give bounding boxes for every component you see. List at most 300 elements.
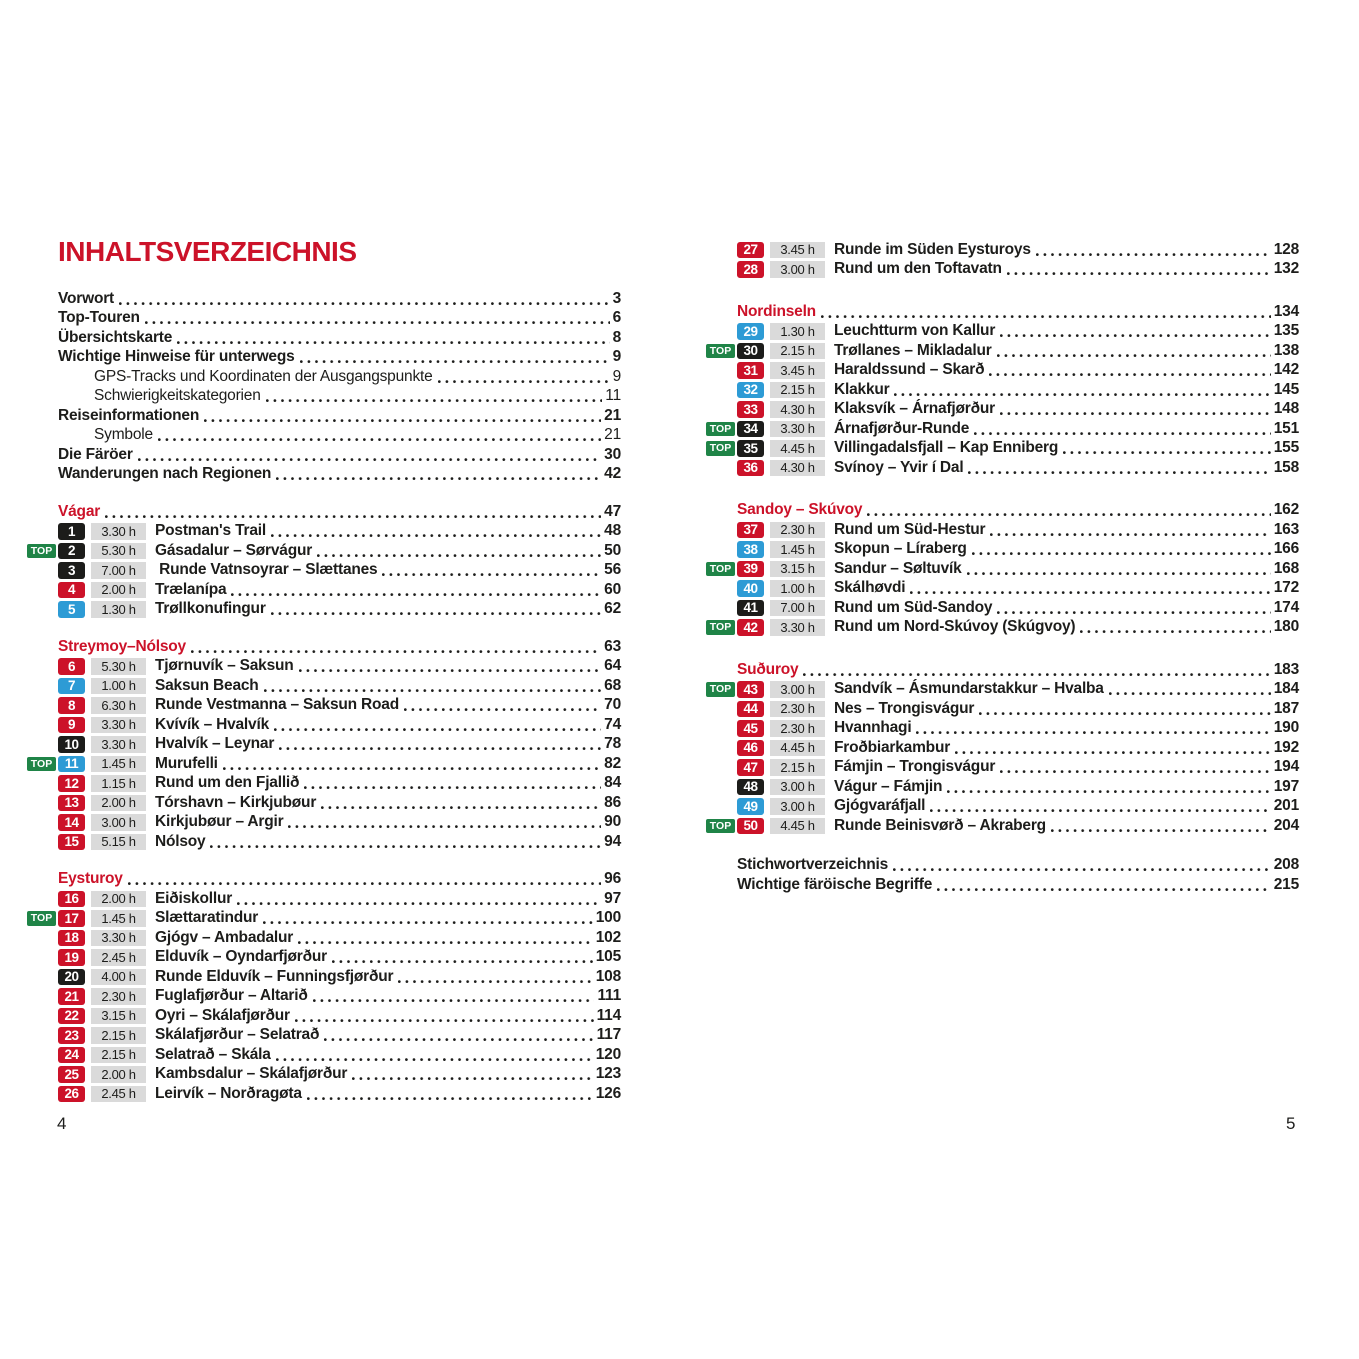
tour-number-badge: 1 — [58, 523, 85, 540]
right-page-sections — [709, 302, 1299, 836]
dot-leader — [910, 590, 1270, 595]
dot-leader — [438, 379, 610, 384]
right-page-column — [709, 240, 1299, 895]
tour-duration: 3.15 h — [770, 561, 825, 578]
tour-number-badge: 46 — [737, 740, 764, 757]
tour-number-badge: 43 — [737, 681, 764, 698]
tour-title: Saksun Beach — [155, 676, 259, 694]
toc-entry-label: Vorwort — [58, 289, 115, 307]
tour-title: Runde Vestmanna – Saksun Road — [155, 696, 399, 714]
tour-number-badge: 41 — [737, 600, 764, 617]
front-matter-list — [58, 289, 621, 484]
tour-title: Kambsdalur – Skálafjørður — [155, 1065, 348, 1083]
tour-duration: 2.30 h — [770, 720, 825, 737]
tour-row — [58, 793, 621, 813]
page-ref: 48 — [604, 522, 621, 540]
tour-title: Rund um Nord-Skúvoy (Skúgvoy) — [834, 618, 1076, 636]
dot-leader — [1109, 691, 1271, 696]
tour-duration: 1.45 h — [91, 756, 146, 773]
dot-leader — [930, 808, 1270, 813]
page-ref: 63 — [604, 637, 621, 655]
tour-row — [737, 598, 1299, 618]
page-ref: 204 — [1273, 816, 1299, 834]
page-ref: 30 — [604, 445, 621, 463]
page-ref: 208 — [1273, 856, 1299, 874]
dot-leader — [997, 353, 1271, 358]
tour-title: Elduvík – Oyndarfjørður — [155, 948, 327, 966]
tour-row — [58, 948, 621, 968]
tour-number-badge: 26 — [58, 1086, 85, 1103]
tour-duration: 4.45 h — [770, 740, 825, 757]
dot-leader — [821, 314, 1271, 319]
dot-leader — [237, 901, 601, 906]
left-page-sections — [30, 502, 621, 1104]
tour-row — [709, 439, 1299, 459]
tour-row — [58, 696, 621, 716]
tour-row — [737, 458, 1299, 478]
page-ref: 151 — [1273, 419, 1299, 437]
dot-leader — [803, 672, 1270, 677]
tour-number-badge: 48 — [737, 779, 764, 796]
dot-leader — [332, 959, 593, 964]
tour-duration: 5.30 h — [91, 543, 146, 560]
tour-row — [58, 715, 621, 735]
tour-title: Leuchtturm von Kallur — [834, 322, 996, 340]
tour-row — [58, 1065, 621, 1085]
tour-duration: 2.00 h — [91, 1066, 146, 1083]
tour-title: Kvívík – Hvalvík — [155, 715, 269, 733]
tour-title: Fámjin – Trongisvágur — [834, 758, 996, 776]
tour-title: Tórshavn – Kirkjubøur — [155, 793, 317, 811]
dot-leader — [223, 766, 601, 771]
toc-entry-row — [58, 348, 621, 368]
page-ref: 135 — [1273, 322, 1299, 340]
tour-title: Tjørnuvík – Saksun — [155, 657, 294, 675]
dot-leader — [119, 301, 610, 306]
tour-row — [709, 419, 1299, 439]
tour-title: Eiðiskollur — [155, 889, 233, 907]
tour-duration: 2.15 h — [770, 382, 825, 399]
toc-entry-label: Stichwortverzeichnis — [737, 856, 889, 874]
tour-row — [58, 1084, 621, 1104]
tour-duration: 2.30 h — [770, 701, 825, 718]
dot-leader — [313, 998, 595, 1003]
page-ref: 78 — [604, 735, 621, 753]
toc-entry-label: Die Färöer — [58, 445, 133, 463]
tour-duration: 2.15 h — [91, 1027, 146, 1044]
page-ref: 60 — [604, 580, 621, 598]
page-ref: 100 — [595, 909, 621, 927]
tour-duration: 7.00 h — [91, 562, 146, 579]
dot-leader — [947, 789, 1270, 794]
tour-number-badge: 6 — [58, 658, 85, 675]
tour-number-badge: 27 — [737, 242, 764, 259]
tour-duration: 3.00 h — [91, 814, 146, 831]
tour-row — [709, 618, 1299, 638]
tour-number-badge: 25 — [58, 1066, 85, 1083]
toc-entry-row — [737, 856, 1299, 876]
page-ref: 155 — [1273, 439, 1299, 457]
dot-leader — [937, 887, 1271, 892]
toc-entry-row — [58, 426, 621, 446]
tour-row — [58, 987, 621, 1007]
page-ref: 42 — [604, 465, 621, 483]
top-badge: TOP — [27, 544, 56, 559]
tour-duration: 3.30 h — [770, 421, 825, 438]
tour-number-badge: 33 — [737, 401, 764, 418]
page-ref: 132 — [1273, 260, 1299, 278]
folio-page-number-left: 4 — [57, 1114, 67, 1133]
tour-duration: 2.00 h — [91, 795, 146, 812]
tour-number-badge: 30 — [737, 343, 764, 360]
dot-leader — [1036, 252, 1271, 257]
page-ref: 174 — [1273, 598, 1299, 616]
top-badge: TOP — [706, 819, 735, 834]
toc-entry-row — [58, 367, 621, 387]
tour-row — [30, 754, 621, 774]
dot-leader — [204, 418, 601, 423]
tour-number-badge: 16 — [58, 891, 85, 908]
dot-leader — [382, 572, 601, 577]
tour-row — [737, 322, 1299, 342]
tour-title: Murufelli — [155, 754, 218, 772]
page-ref: 96 — [604, 870, 621, 888]
tour-title: Leirvík – Norðragøta — [155, 1084, 302, 1102]
page-ref: 9 — [612, 367, 621, 385]
tour-duration: 3.45 h — [770, 362, 825, 379]
dot-leader — [997, 610, 1270, 615]
top-badge: TOP — [27, 911, 56, 926]
tour-title: Runde Vatnsoyrar – Slættanes — [155, 561, 378, 579]
tour-number-badge: 32 — [737, 382, 764, 399]
page-ref: 194 — [1273, 758, 1299, 776]
toc-entry-row — [58, 445, 621, 465]
tour-row — [737, 520, 1299, 540]
tour-number-badge: 20 — [58, 969, 85, 986]
toc-entry-label: Wichtige färöische Begriffe — [737, 875, 933, 893]
page-ref: 192 — [1273, 738, 1299, 756]
dot-leader — [276, 1057, 593, 1062]
tour-row — [58, 522, 621, 542]
tour-row — [58, 580, 621, 600]
tour-number-badge: 45 — [737, 720, 764, 737]
tour-title: Árnafjørður-Runde — [834, 419, 970, 437]
tour-title: Nes – Trongisvágur — [834, 699, 975, 717]
region-section — [709, 660, 1299, 836]
tour-duration: 3.30 h — [91, 717, 146, 734]
dot-leader — [299, 668, 602, 673]
top-badge: TOP — [706, 344, 735, 359]
region-heading-row — [737, 302, 1299, 322]
region-section — [30, 637, 621, 852]
tour-number-badge: 37 — [737, 522, 764, 539]
tour-row — [58, 813, 621, 833]
tour-title: Rund um Süd-Hestur — [834, 520, 986, 538]
page-ref: 172 — [1273, 579, 1299, 597]
tour-title: Rund um den Fjallið — [155, 774, 300, 792]
tour-row — [58, 967, 621, 987]
tour-number-badge: 38 — [737, 541, 764, 558]
tour-title: Oyri – Skálafjørður — [155, 1006, 290, 1024]
tour-duration: 5.15 h — [91, 834, 146, 851]
tour-row — [737, 719, 1299, 739]
dot-leader — [307, 1096, 593, 1101]
top-badge: TOP — [706, 441, 735, 456]
tour-row — [58, 774, 621, 794]
page-ref: 138 — [1273, 341, 1299, 359]
page-ref: 102 — [595, 928, 621, 946]
tour-duration: 1.45 h — [770, 541, 825, 558]
back-matter-list — [737, 856, 1299, 895]
tour-row — [737, 361, 1299, 381]
page-ref: 114 — [596, 1006, 621, 1024]
tour-duration: 3.30 h — [91, 736, 146, 753]
tour-title: Sandur – Søltuvík — [834, 559, 962, 577]
page-ref: 190 — [1273, 719, 1299, 737]
dot-leader — [404, 707, 601, 712]
dot-leader — [210, 844, 601, 849]
page-ref: 68 — [604, 676, 621, 694]
page-ref: 134 — [1273, 302, 1299, 320]
tour-duration: 3.00 h — [770, 681, 825, 698]
dot-leader — [979, 711, 1270, 716]
top-badge: TOP — [706, 562, 735, 577]
toc-entry-label: Wichtige Hinweise für unterwegs — [58, 348, 295, 366]
tour-duration: 4.45 h — [770, 440, 825, 457]
dot-leader — [304, 785, 601, 790]
page-ref: 117 — [596, 1026, 621, 1044]
dot-leader — [231, 592, 601, 597]
tour-row — [737, 797, 1299, 817]
tour-duration: 4.30 h — [770, 401, 825, 418]
dot-leader — [1000, 333, 1271, 338]
dot-leader — [894, 392, 1270, 397]
tour-title: Svínoy – Yvir í Dal — [834, 458, 964, 476]
tour-row — [737, 758, 1299, 778]
page-ref: 47 — [604, 502, 621, 520]
region-heading-row — [737, 660, 1299, 680]
page-ref: 197 — [1273, 777, 1299, 795]
tour-row — [737, 380, 1299, 400]
tour-number-badge: 21 — [58, 988, 85, 1005]
tour-duration: 1.30 h — [91, 601, 146, 618]
dot-leader — [990, 532, 1270, 537]
page-ref: 163 — [1273, 520, 1299, 538]
dot-leader — [989, 372, 1270, 377]
dot-leader — [105, 514, 601, 519]
dot-leader — [300, 359, 610, 364]
tour-number-badge: 18 — [58, 930, 85, 947]
folio-page-number-right: 5 — [1286, 1114, 1296, 1133]
tour-number-badge: 10 — [58, 736, 85, 753]
tour-row — [737, 540, 1299, 560]
region-heading-row — [58, 870, 621, 890]
page-ref: 180 — [1273, 618, 1299, 636]
tour-title: Skálafjørður – Selatrað — [155, 1026, 320, 1044]
tour-number-badge: 19 — [58, 949, 85, 966]
tour-number-badge: 28 — [737, 261, 764, 278]
tour-number-badge: 50 — [737, 818, 764, 835]
dot-leader — [276, 476, 601, 481]
tour-duration: 2.15 h — [770, 759, 825, 776]
tour-duration: 3.45 h — [770, 242, 825, 259]
page-ref: 8 — [612, 328, 621, 346]
page-ref: 126 — [595, 1084, 621, 1102]
page-ref: 183 — [1273, 660, 1299, 678]
tour-duration: 3.15 h — [91, 1008, 146, 1025]
tour-title: Selatrað – Skála — [155, 1045, 271, 1063]
region-section — [709, 302, 1299, 478]
page-ref: 11 — [605, 387, 621, 405]
top-badge: TOP — [27, 757, 56, 772]
page-ref: 158 — [1273, 458, 1299, 476]
dot-leader — [893, 867, 1271, 872]
tour-row — [58, 928, 621, 948]
tour-duration: 4.30 h — [770, 460, 825, 477]
page-ref: 90 — [604, 813, 621, 831]
tour-number-badge: 36 — [737, 460, 764, 477]
tour-number-badge: 15 — [58, 834, 85, 851]
tour-duration: 7.00 h — [770, 600, 825, 617]
page-ref: 142 — [1273, 361, 1299, 379]
dot-leader — [1000, 769, 1271, 774]
dot-leader — [298, 940, 593, 945]
page-ref: 6 — [612, 309, 621, 327]
toc-entry-row — [737, 875, 1299, 895]
tour-number-badge: 13 — [58, 795, 85, 812]
tour-title: Rund um den Toftavatn — [834, 260, 1002, 278]
tour-number-badge: 11 — [58, 756, 85, 773]
page-title: INHALTSVERZEICHNIS — [58, 236, 357, 267]
tour-number-badge: 14 — [58, 814, 85, 831]
dot-leader — [263, 920, 593, 925]
page-ref: 94 — [604, 832, 621, 850]
region-name: Sandoy – Skúvoy — [737, 501, 863, 519]
tour-number-badge: 7 — [58, 678, 85, 695]
page-ref: 21 — [604, 406, 621, 424]
toc-entry-row — [58, 289, 621, 309]
tour-row — [737, 260, 1299, 280]
page-ref: 21 — [604, 426, 621, 444]
dot-leader — [271, 611, 602, 616]
page-ref: 168 — [1273, 559, 1299, 577]
tour-title: Haraldssund – Skarð — [834, 361, 985, 379]
tour-duration: 3.30 h — [91, 930, 146, 947]
dot-leader — [955, 750, 1271, 755]
tour-row — [58, 561, 621, 581]
toc-entry-label: Übersichtskarte — [58, 328, 173, 346]
page-ref: 120 — [595, 1045, 621, 1063]
dot-leader — [1051, 828, 1271, 833]
tour-title: Nólsoy — [155, 832, 206, 850]
page-ref: 162 — [1273, 501, 1299, 519]
toc-entry-row — [58, 309, 621, 329]
toc-entry-label: Reiseinformationen — [58, 406, 200, 424]
tour-row — [709, 341, 1299, 361]
tour-number-badge: 44 — [737, 701, 764, 718]
tour-duration: 1.00 h — [770, 580, 825, 597]
region-name: Suðuroy — [737, 660, 799, 678]
dot-leader — [867, 512, 1270, 517]
dot-leader — [145, 320, 610, 325]
tour-duration: 1.15 h — [91, 775, 146, 792]
tour-row — [737, 240, 1299, 260]
tour-duration: 2.15 h — [91, 1047, 146, 1064]
tour-title: Trælanípa — [155, 580, 227, 598]
region-heading-row — [58, 637, 621, 657]
page-ref: 201 — [1273, 797, 1299, 815]
page-ref: 128 — [1273, 240, 1299, 258]
dot-leader — [274, 727, 601, 732]
toc-entry-row — [58, 328, 621, 348]
tour-row — [737, 777, 1299, 797]
toc-entry-row — [58, 406, 621, 426]
tour-title: Runde Beinisvørð – Akraberg — [834, 816, 1046, 834]
page-ref: 84 — [604, 774, 621, 792]
toc-entry-label: Top-Touren — [58, 309, 140, 327]
tour-number-badge: 8 — [58, 697, 85, 714]
tour-title: Rund um Süd-Sandoy — [834, 598, 993, 616]
tour-row — [709, 816, 1299, 836]
dot-leader — [177, 340, 609, 345]
dot-leader — [317, 553, 601, 558]
dot-leader — [128, 881, 601, 886]
tour-row — [709, 559, 1299, 579]
tour-number-badge: 17 — [58, 910, 85, 927]
tour-row — [737, 699, 1299, 719]
page-ref: 56 — [604, 561, 621, 579]
dot-leader — [968, 470, 1270, 475]
tour-title: Klaksvík – Árnafjørður — [834, 400, 995, 418]
dot-leader — [271, 533, 601, 538]
page-ref: 123 — [595, 1065, 621, 1083]
tour-title: Gásadalur – Sørvágur — [155, 541, 313, 559]
tour-title: Vágur – Fámjin — [834, 777, 943, 795]
tour-row — [737, 400, 1299, 420]
tour-title: Slættaratindur — [155, 909, 259, 927]
tour-duration: 2.30 h — [91, 988, 146, 1005]
tour-title: Gjógv – Ambadalur — [155, 928, 294, 946]
tour-title: Runde Elduvík – Funningsfjørður — [155, 967, 394, 985]
page-ref: 187 — [1273, 699, 1299, 717]
page-ref: 62 — [604, 600, 621, 618]
top-badge: TOP — [706, 682, 735, 697]
tour-title: Postman's Trail — [155, 522, 266, 540]
tour-row — [30, 541, 621, 561]
tour-duration: 1.30 h — [770, 323, 825, 340]
tour-number-badge: 42 — [737, 619, 764, 636]
region-section — [30, 870, 621, 1104]
region-name: Streymoy–Nólsoy — [58, 637, 186, 655]
tour-row — [58, 657, 621, 677]
dot-leader — [398, 979, 592, 984]
toc-entry-label: GPS-Tracks und Koordinaten der Ausgangspunkte — [94, 367, 433, 385]
tour-row — [58, 735, 621, 755]
tour-number-badge: 40 — [737, 580, 764, 597]
tour-number-badge: 47 — [737, 759, 764, 776]
tour-title: Trøllkonufingur — [155, 600, 266, 618]
page-ref: 50 — [604, 541, 621, 559]
page-ref: 184 — [1273, 680, 1299, 698]
dot-leader — [352, 1076, 592, 1081]
tour-number-badge: 23 — [58, 1027, 85, 1044]
tour-number-badge: 2 — [58, 543, 85, 560]
dot-leader — [138, 457, 601, 462]
tour-duration: 2.00 h — [91, 891, 146, 908]
tour-duration: 4.00 h — [91, 969, 146, 986]
tour-duration: 3.00 h — [770, 261, 825, 278]
tour-number-badge: 49 — [737, 798, 764, 815]
